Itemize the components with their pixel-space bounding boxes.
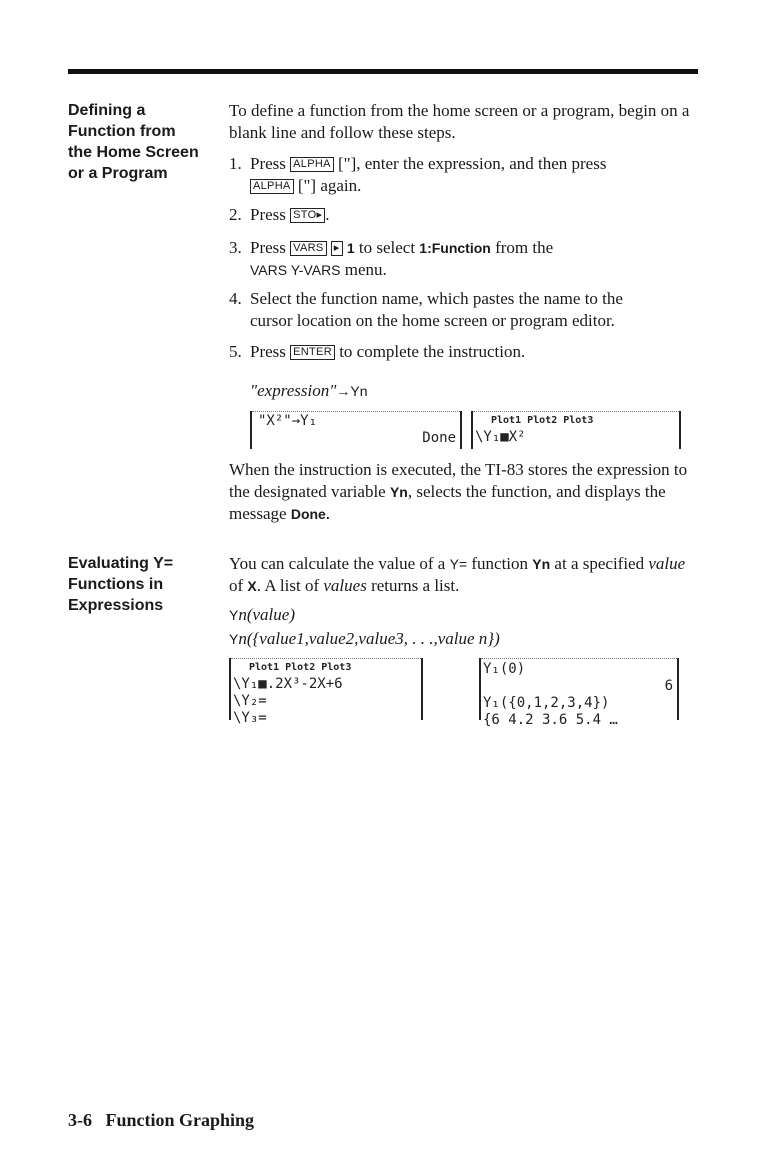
- screen-line: 6: [664, 678, 673, 694]
- calc-screen-yequals-2: [229, 658, 423, 726]
- screen-line: \Y₁■X²: [475, 429, 526, 445]
- evaluating-paragraph: You can calculate the value of a Y= function Yn at a specified value of X. A list of values returns a list.: [229, 554, 686, 595]
- alpha-key: ALPHA: [250, 179, 294, 194]
- step-3: Press VARS ▸ 1 to select 1:Function from the: [250, 238, 554, 257]
- section-heading-evaluating: Evaluating Y= Functions in Expressions: [68, 555, 174, 614]
- screen-line: \Y₂=: [233, 693, 267, 709]
- result-paragraph: When the instruction is executed, the TI-83 stores the expression to the designated variable Yn, selects the function, and displays the message Done.: [229, 460, 688, 523]
- plot-header: Plot1 Plot2 Plot3: [249, 662, 352, 673]
- step-1-cont: ALPHA ["] again.: [250, 175, 361, 197]
- intro-paragraph: To define a function from the home screen or a program, begin on a blank line and follow these steps.: [229, 101, 690, 142]
- step-5: Press ENTER to complete the instruction.: [250, 342, 526, 361]
- step-number: 1.: [229, 154, 242, 173]
- screen-line: Y₁(0): [483, 661, 526, 677]
- screen-line: {6 4.2 3.6 5.4 …: [483, 712, 618, 728]
- step-number: 4.: [229, 289, 242, 308]
- step-1: Press ALPHA ["], enter the expression, and then press: [250, 154, 607, 173]
- enter-key: ENTER: [290, 345, 335, 360]
- step-4: Select the function name, which pastes the name to the: [250, 289, 623, 308]
- right-arrow-key: ▸: [331, 241, 343, 256]
- vars-key: VARS: [290, 241, 326, 256]
- step-number: 2.: [229, 205, 242, 224]
- section-heading-defining: Defining a Function from the Home Screen or a Program: [68, 102, 199, 182]
- calc-screen-home: [250, 411, 462, 449]
- calc-screen-yequals: [471, 411, 681, 449]
- screen-line: \Y₁■.2X³-2X+6: [233, 676, 343, 692]
- step-number: 3.: [229, 238, 242, 257]
- page-footer: 3-6 Function Graphing: [68, 1110, 255, 1130]
- step-3-cont: VARS Y-VARS menu.: [250, 260, 387, 279]
- calc-screen-home-2: [479, 658, 679, 728]
- plot-header: Plot1 Plot2 Plot3: [491, 415, 594, 426]
- alpha-key: ALPHA: [290, 157, 334, 172]
- screen-line: Y₁({0,1,2,3,4}): [483, 695, 610, 711]
- screen-line: "X²"→Y₁: [258, 413, 318, 429]
- step-2: Press STO▸ .: [250, 205, 330, 224]
- sto-key: STO▸: [290, 208, 325, 223]
- step-number: 5.: [229, 342, 242, 361]
- eval-syntax-2: Yn({value1,value2,value3, . . .,value n}): [229, 629, 500, 648]
- screen-line: \Y₃=: [233, 710, 267, 726]
- screen-line: Done: [422, 430, 456, 446]
- step-4-cont: cursor location on the home screen or program editor.: [250, 311, 615, 330]
- top-rule: [68, 69, 698, 74]
- store-syntax: "expression"→Yn: [250, 381, 368, 400]
- eval-syntax-1: Yn(value): [229, 605, 295, 624]
